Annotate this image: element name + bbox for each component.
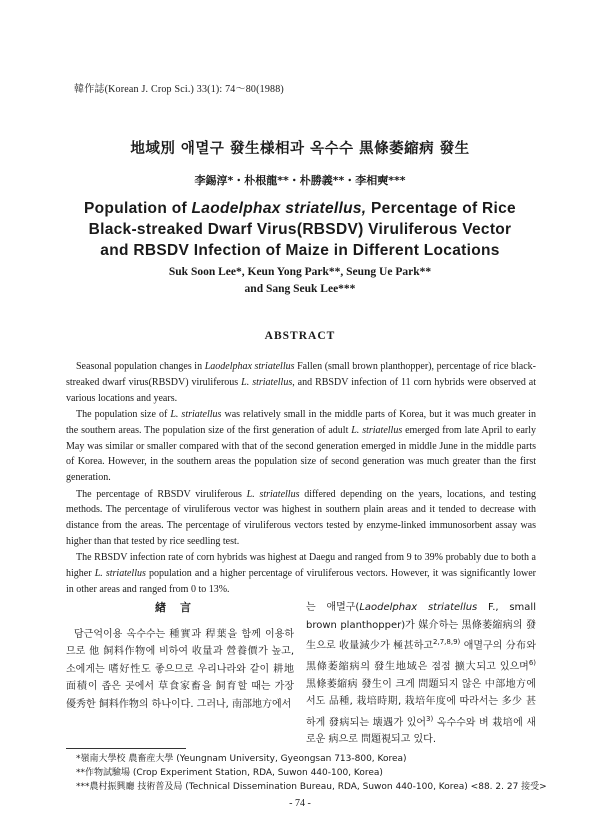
authors-korean: 李錫淳*・朴根龍**・朴勝義**・李相奭***: [194, 174, 406, 187]
abstract-text: Seasonal population changes in: [76, 361, 205, 372]
citation-ref: 3): [426, 714, 434, 723]
footnote-1: *嶺南大學校 農畜産大學 (Yeungnam University, Gyeongsan 713-800, Korea): [76, 754, 407, 764]
intro-text: 는 애멸구(: [306, 602, 360, 613]
abstract-text: The RBSDV infection rate of corn hybrids was highest at Daegu and ranged from 9 to 39% probably due to both a higher: [66, 552, 536, 580]
species-name: Laodelphax striatellus: [359, 602, 478, 613]
intro-text: 黒條萎縮病 發生이 크게 問題되지 않은 中部地方에서도 品種, 栽培時期, 栽培年度에 따라서는 多少 甚하게 發病되는 壊遇가 있어: [306, 678, 536, 728]
intro-text: F., small brown planthopper)가 媒介하는 黒條萎縮病의 發生으로 收量減少가 極甚하고: [306, 602, 536, 652]
intro-left-column: [66, 599, 294, 713]
title-english-line-3: and RBSDV Infection of Maize in Different Locations: [100, 242, 500, 259]
intro-heading: 緖言: [155, 601, 205, 614]
abstract-paragraph-3: [66, 487, 536, 550]
species-name: L. striatellus: [94, 568, 146, 580]
footnote-3: ***農村振興廳 技術普及局 (Technical Dissemination Bureau, RDA, Suwon 440-100, Korea) <88. 2. 27 接受>: [76, 782, 547, 792]
journal-citation: 韓作誌(Korean J. Crop Sci.) 33(1): 74～80(1988): [74, 84, 284, 95]
title-species-name: Laodelphax striatellus,: [191, 200, 367, 217]
abstract-paragraph-2: [66, 407, 536, 486]
abstract-paragraph-4: [66, 550, 536, 597]
abstract-text: , and RBSDV infection of 11 corn hybrids were observed at various locations and years.: [66, 376, 537, 404]
species-name: L. striatellus: [246, 488, 300, 500]
intro-right-column: [306, 599, 536, 749]
title-line1-pre: Population of: [84, 200, 192, 217]
title-korean: 地域別 애멸구 發生様相과 옥수수 黒條萎縮病 發生: [130, 141, 470, 157]
abstract-text: population and a higher percentage of viruliferous vectors. However, it was significantly lower in other areas and ranged from 0 to 13%.: [66, 568, 537, 595]
authors-english-line-1: Suk Soon Lee*, Keun Yong Park**, Seung Ue Park**: [168, 266, 432, 278]
title-english: [40, 198, 560, 261]
species-name: L. striatellus: [170, 408, 222, 420]
abstract-text: differed depending on the years, locations, and testing methods. The percentage of viruliferous vector was highest in southern plain areas and it tended to decrease with distance from the areas. The percentage of viruliferous vectors tested by enzyme-linked immunosorbent assay was higher than that tested by rice seedling test.: [66, 488, 536, 547]
footnotes: [76, 752, 546, 794]
intro-text: 옥수수와 벼 栽培에 새로운 病으로 問題視되고 있다.: [306, 716, 537, 746]
citation-ref: 2,7,8,9): [433, 638, 461, 646]
authors-english: [0, 264, 600, 298]
abstract-paragraph-1: [66, 359, 536, 406]
footnote-divider: [66, 748, 186, 749]
page-number: - 74 -: [289, 798, 311, 809]
intro-right-text: [306, 599, 536, 749]
title-english-line-1: [40, 198, 560, 219]
abstract-body: [66, 359, 536, 598]
title-line1-post: Percentage of Rice: [366, 200, 516, 217]
abstract-text: Fallen (small brown planthopper), percentage of rice black-streaked dwarf virus(RBSDV) viruliferous: [66, 361, 536, 388]
species-name: L. striatellus: [241, 376, 293, 388]
species-name: L. striatellus: [351, 424, 403, 436]
intro-left-text: 담근억이용 옥수수는 種實과 稈葉을 함께 이용하므로 他 飼料作物에 비하여 收量과 營養價가 높고, 소에게는 嗜好性도 좋으므로 우리나라와 같이 耕地面積이 좁은 곳에서 草食家畜을 飼育할 때는 가장 優秀한 飼料作物의 하나이다. 그러나, 南部地方에서: [66, 628, 294, 710]
intro-text: 애멸구의 分布와 黒條萎縮病의 發生地域은 점점 擴大되고 있으며: [306, 640, 536, 673]
abstract-heading: ABSTRACT: [264, 330, 336, 342]
abstract-text: The population size of: [76, 408, 171, 420]
abstract-text: The percentage of RBSDV viruliferous: [76, 488, 247, 500]
abstract-text: was relatively small in the middle parts of Korea, but it was much greater in the southern areas. The population size of the first generation of adult: [66, 408, 536, 436]
authors-english-line-2: and Sang Seuk Lee***: [244, 283, 356, 295]
title-english-line-2: Black-streaked Dwarf Virus(RBSDV) Viruliferous Vector: [88, 221, 512, 238]
species-name: Laodelphax striatellus: [204, 361, 295, 372]
footnote-2: **作物試驗場 (Crop Experiment Station, RDA, Suwon 440-100, Korea): [76, 768, 383, 778]
abstract-text: emerged from late April to early May was similar or smaller compared with that of the second generation emerged in middle June in the middle parts of Korea. However, in the southern areas the population size of second generation was much greater than the first generation.: [66, 424, 536, 484]
citation-ref: 6): [528, 658, 536, 667]
